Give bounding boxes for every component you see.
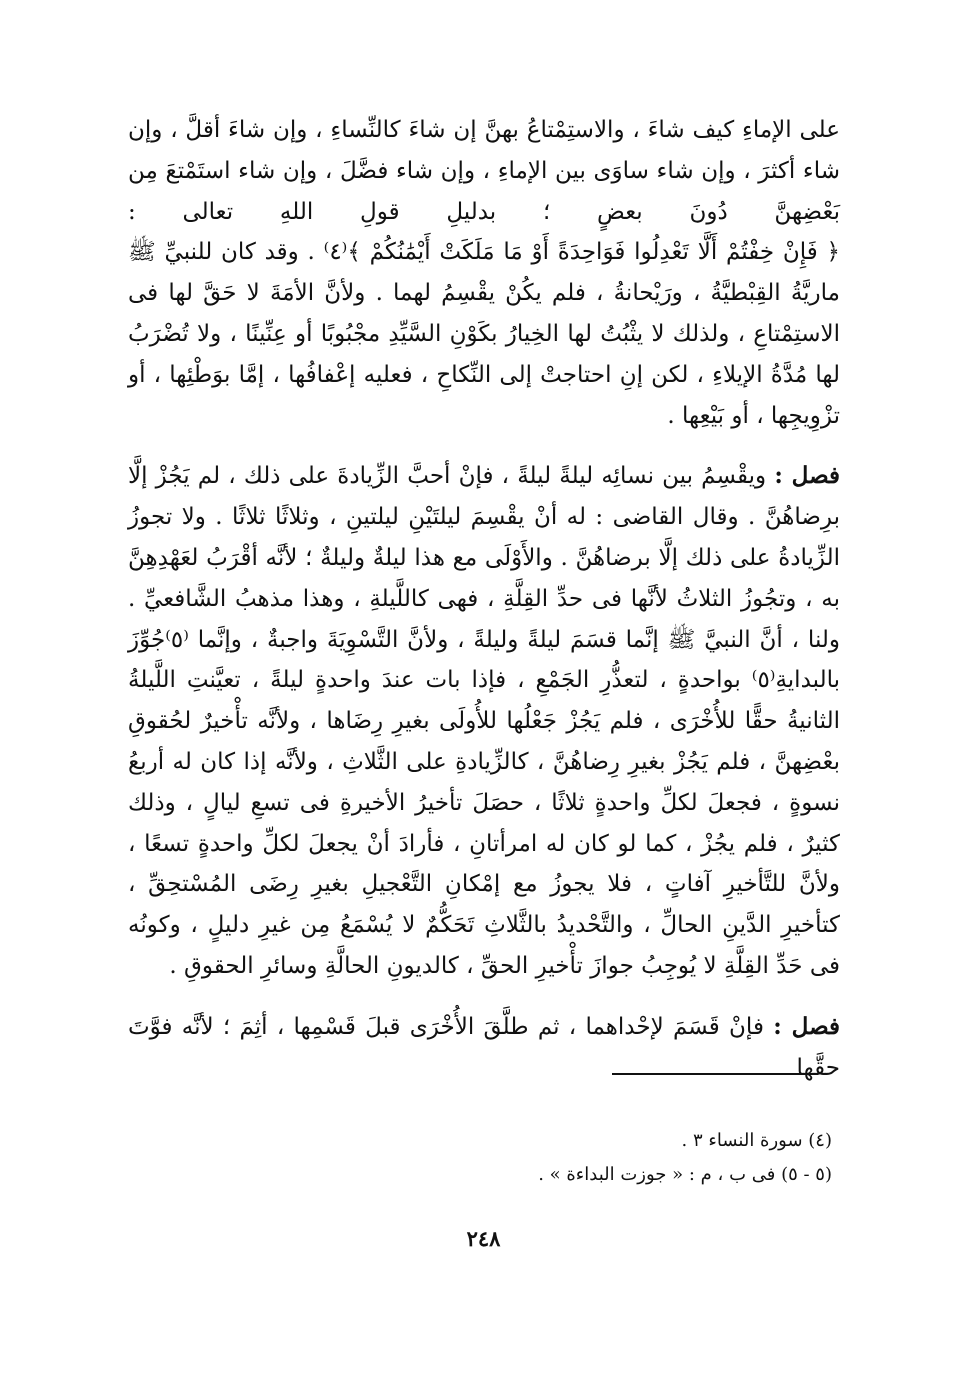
footnote-4: (٤) سورة النساء ٣ .: [681, 1130, 832, 1151]
section-heading-fasl: فصل :: [774, 462, 841, 490]
paragraph-2-text: ويقْسِمُ بين نسائِه ليلةً ليلةً ، فإنْ أحبَّ الزِّيادةَ على ذلك ، لم يَجُزْ إلَّا برِضاهُنَّ . وقال القاضى : له أنْ يقْسِمَ ليلتَيْنِ ليلتينِ ، وثلاثًا ثلاثًا . ولا تجوزُ الزِّيادةُ على ذلك إلَّا برضاهُنَّ . والأَوْلَى مع هذا ليلةٌ وليلةٌ ؛ لأنَّه أقْرَبُ لعَهْدِهِنَّ به ، وتجُوزُ الثلاثُ لأنَّها فى حدِّ القِلَّةِ ، فهى كاللَّيلةِ ، وهذا مذهبُ الشَّافعيِّ . ولنا ، أنَّ النبيَّ ﷺ إنَّما قسَمَ ليلةً وليلةً ، ولأنَّ التَّسْوِيَةَ واجبةٌ ، وإنَّما ⁽٥⁾جُوِّزَ بالبدايةِ⁽٥⁾ بواحدةٍ ، لتعذُّرِ الجَمْعِ ، فإذا بات عندَ واحدةٍ ليلةً ، تعيَّنتِ اللَّيلةُ الثانيةُ حقًّا للأُخْرَى ، فلم يَجُزْ جَعْلُها للأُولَى بغيرِ رِضَاها ، ولأنَّه تأْخيرٌ لحُقوقِ بعْضِهنَّ ، فلم يَجُزْ بغيرِ رِضاهُنَّ ، كالزِّيادةِ على الثَّلاثِ ، ولأنَّه إذا كان له أربعُ نسوةٍ ، فجعلَ لكلِّ واحدةٍ ثلاثًا ، حصَلَ تأخيرُ الأخيرةِ فى تسعِ ليالٍ ، وذلك كثيرٌ ، فلم يجُزْ ، كما لو كان له امرأتانِ ، فأرادَ أنْ يجعلَ لكلِّ واحدةٍ تسعًا ، ولأنَّ للتَّأخيرِ آفاتٍ ، فلا يجوزُ مع إمْكانِ التَّعْجيلِ بغيرِ رِضَى المُسْتحِقِّ ، كتأخيرِ الدَّينِ الحالِّ ، والتَّحْديدُ بالثَّلاثِ تَحَكُّمٌ لا يُسْمَعُ مِن غيرِ دليلٍ ، وكونُه فى حَدِّ القِلَّةِ لا يُوجِبُ جوازَ تأْخيرِ الحقِّ ، كالديونِ الحالَّةِ وسائرِ الحقوقِ .: [128, 463, 840, 979]
paragraph-1-text-continued: . وقد كان للنبيِّ ﷺ ماريَّةُ القِبْطيَّةُ ، ورَيْحانةُ ، فلم يكُنْ يقْسِمُ لهما . ولأنَّ الأمَةَ لا حَقَّ لها فى الاستِمْتاعِ ، ولذلك لا يثْبُتُ لها الخِيارُ بكَوْنِ السَّيِّدِ مجْبُوبًا أو عِنِّينًا ، ولا تُضْرَبُ لها مُدَّةُ الإيلاءِ ، لكن إنِ احتاجتْ إلى النِّكاحِ ، فعليه إعْفافُها ، إمَّا بوَطْئِها ، أو تزْوِيجِها ، أو بَيْعِها .: [128, 239, 840, 429]
footnote-5: (٥ - ٥) فى ب ، م : « جوزت البداءة » .: [538, 1164, 832, 1185]
paragraph-3: [128, 1007, 840, 1089]
paragraph-2: [128, 456, 840, 986]
page-number: ٢٤٨: [466, 1226, 501, 1251]
footnote-divider: [612, 1073, 818, 1075]
footnotes: [128, 1124, 832, 1192]
section-heading-fasl: فصل :: [773, 1012, 841, 1040]
paragraph-3-text: فإنْ قَسَمَ لإحْداهما ، ثم طلَّقَ الأُخْرَى قبلَ قَسْمِها ، أثِمَ ؛ لأنَّه فوَّتَ حقَّها: [128, 1013, 840, 1081]
paragraph-1-text: على الإماءِ كيف شاءَ ، والاستِمْتاعُ بهنَّ إن شاءَ كالنِّساءِ ، وإن شاءَ أقلَّ ، وإن شاء أكثرَ ، وإن شاء ساوَى بين الإماءِ ، وإن شاء فضَّلَ ، وإن شاء استَمْتعَ مِن بَعْضِهنَّ دُونَ بعضٍ ؛ بدليلِ قولِ اللهِ تعالى :: [128, 117, 840, 225]
quran-verse: ﴿ فَإِنْ خِفْتُمْ أَلَّا تَعْدِلُوا فَوَاحِدَةً أَوْ مَا مَلَكَتْ أَيْمَٰنُكُمْ ﴾⁽٤⁾: [323, 239, 840, 266]
paragraph-1: [128, 110, 840, 436]
main-text: [128, 110, 840, 1088]
